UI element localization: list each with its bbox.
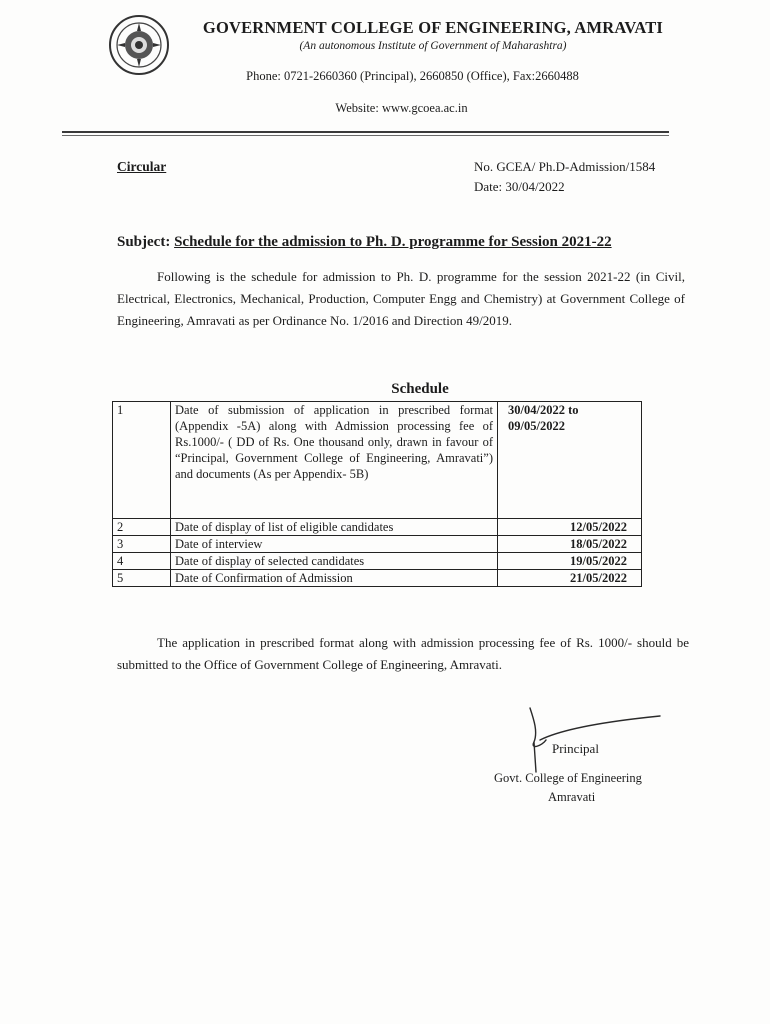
- row-description: Date of Confirmation of Admission: [171, 570, 498, 587]
- subject-line: [117, 234, 612, 251]
- subject-text: Schedule for the admission to Ph. D. programme for Session 2021-22: [174, 234, 612, 250]
- row-number: 5: [113, 570, 171, 587]
- row-date: 18/05/2022: [498, 536, 642, 553]
- row-number: 3: [113, 536, 171, 553]
- signatory-title: Principal: [552, 741, 599, 756]
- row-description: Date of display of selected candidates: [171, 553, 498, 570]
- contact-website: Website: www.gcoea.ac.in: [335, 101, 468, 115]
- intro-paragraph: Following is the schedule for admission to Ph. D. programme for the session 2021-22 (in Civil, Electrical, Electronics, Mechanical, Production, Computer Engg and Chemistry) at Government College of Engineering, Amravati as per Ordinance No. 1/2016 and Direction 49/2019.: [117, 269, 685, 328]
- row-date: 21/05/2022: [498, 570, 642, 587]
- note-paragraph: The application in prescribed format along with admission processing fee of Rs. 1000/- should be submitted to the Office of Government College of Engineering, Amravati.: [117, 635, 689, 672]
- header-divider: [62, 131, 669, 133]
- row-number: 4: [113, 553, 171, 570]
- header-divider-secondary: [62, 135, 669, 136]
- row-description: Date of display of list of eligible candidates: [171, 519, 498, 536]
- row-description: Date of submission of application in prescribed format (Appendix -5A) along with Admission processing fee of Rs.1000/- ( DD of Rs. One thousand only, drawn in favour of “Principal, Government College of Engineering, Amravati”) and documents (As per Appendix- 5B): [171, 402, 498, 519]
- subject-prefix: Subject:: [117, 234, 171, 250]
- signatory-city: Amravati: [548, 790, 596, 804]
- row-number: 2: [113, 519, 171, 536]
- principal-signature: [520, 700, 670, 780]
- reference-number: No. GCEA/ Ph.D-Admission/1584: [474, 159, 656, 174]
- row-number: 1: [113, 402, 171, 519]
- row-date: 12/05/2022: [498, 519, 642, 536]
- college-emblem-icon: [108, 14, 170, 76]
- row-description: Date of interview: [171, 536, 498, 553]
- table-row: [113, 536, 642, 553]
- table-row: [113, 402, 642, 519]
- schedule-table: [112, 401, 642, 587]
- college-subtitle: (An autonomous Institute of Government of Maharashtra): [299, 40, 567, 52]
- schedule-heading: Schedule: [391, 381, 449, 397]
- table-row: [113, 553, 642, 570]
- table-row: [113, 570, 642, 587]
- college-name: GOVERNMENT COLLEGE OF ENGINEERING, AMRAVATI: [202, 18, 664, 37]
- row-date: 19/05/2022: [498, 553, 642, 570]
- signatory-college: Govt. College of Engineering: [494, 771, 642, 785]
- circular-label: Circular: [117, 159, 167, 174]
- circular-date: Date: 30/04/2022: [474, 179, 565, 194]
- row-date: 30/04/2022 to 09/05/2022: [498, 402, 642, 519]
- table-row: [113, 519, 642, 536]
- contact-phone: Phone: 0721-2660360 (Principal), 2660850 (Office), Fax:2660488: [246, 69, 579, 83]
